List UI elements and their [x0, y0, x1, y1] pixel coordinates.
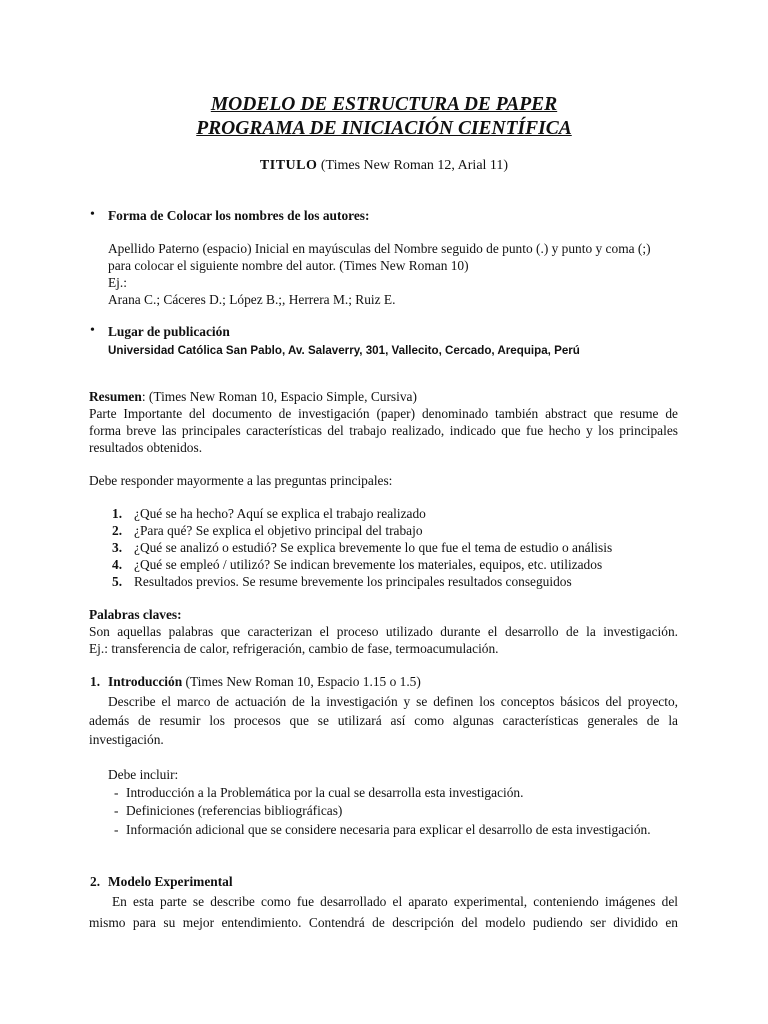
section-number-intro: 1. [90, 674, 101, 689]
bullet-authors: • [90, 207, 95, 222]
intro-line-3: investigación. [89, 732, 164, 747]
keywords-section [89, 606, 678, 657]
abstract-heading-line [89, 388, 678, 405]
document-title-line-1: MODELO DE ESTRUCTURA DE PAPER [210, 94, 558, 115]
bullet-publication: • [90, 323, 95, 338]
experimental-paragraph [89, 891, 678, 933]
intro-include-item: Definiciones (referencias bibliográficas) [126, 803, 343, 818]
intro-heading-line [108, 673, 421, 690]
question-number: 1. [112, 506, 123, 521]
title-format-line [0, 157, 768, 174]
question-number: 3. [112, 540, 123, 555]
publication-address: Universidad Católica San Pablo, Av. Salaverry, 301, Vallecito, Cercado, Arequipa, Perú [108, 344, 580, 357]
intro-line-2: además de resumir los procesos que se utilizará así como algunas características generales de la [89, 713, 678, 728]
abstract-line-2: forma breve las principales características del trabajo realizado, indicado que fue hecho y los principales [89, 423, 678, 438]
question-item: ¿Qué se ha hecho? Aquí se explica el trabajo realizado [134, 506, 426, 521]
section-number-experimental: 2. [90, 874, 101, 889]
questions-intro: Debe responder mayormente a las preguntas principales: [89, 473, 393, 488]
authors-line-2: para colocar el siguiente nombre del autor. (Times New Roman 10) [108, 258, 469, 273]
experimental-heading: Modelo Experimental [108, 874, 233, 889]
authors-instructions [108, 240, 708, 308]
question-item: ¿Para qué? Se explica el objetivo principal del trabajo [134, 523, 423, 538]
document-title-line-2: PROGRAMA DE INICIACIÓN CIENTÍFICA [196, 118, 572, 139]
authors-line-3: Ej.: [108, 275, 127, 290]
publication-heading: Lugar de publicación [108, 324, 230, 339]
question-item: Resultados previos. Se resume brevemente los principales resultados conseguidos [134, 574, 572, 589]
intro-heading: Introducción [108, 674, 183, 689]
intro-include-item: Introducción a la Problemática por la cual se desarrolla esta investigación. [126, 785, 524, 800]
abstract-note: : (Times New Roman 10, Espacio Simple, Cursiva) [141, 389, 417, 404]
title-label: TITULO [259, 158, 318, 173]
intro-note: (Times New Roman 10, Espacio 1.15 o 1.5) [182, 674, 421, 689]
list-dash: - [114, 822, 119, 837]
question-number: 4. [112, 557, 123, 572]
keywords-line-2: Ej.: transferencia de calor, refrigeración, cambio de fase, termoacumulación. [89, 641, 499, 656]
intro-include-item: Información adicional que se considere necesaria para explicar el desarrollo de esta investigación. [126, 822, 651, 837]
list-dash: - [114, 803, 119, 818]
question-item: ¿Qué se analizó o estudió? Se explica brevemente lo que fue el tema de estudio o análisis [134, 540, 613, 555]
keywords-line-1: Son aquellas palabras que caracterizan el proceso utilizado durante el desarrollo de la investigación. [89, 624, 678, 639]
intro-include-label: Debe incluir: [108, 767, 179, 782]
experimental-line-2: mismo para su mejor entendimiento. Contendrá de descripción del modelo pudiendo ser dividido en [89, 915, 678, 930]
abstract-section [89, 388, 678, 456]
question-item: ¿Qué se empleó / utilizó? Se indican brevemente los materiales, equipos, etc. utilizados [134, 557, 603, 572]
experimental-line-1: En esta parte se describe como fue desarrollado el aparato experimental, conteniendo imágenes del [112, 894, 678, 909]
title-format-note: (Times New Roman 12, Arial 11) [317, 158, 509, 173]
intro-line-1: Describe el marco de actuación de la investigación y se definen los conceptos básicos del proyecto, [108, 694, 678, 709]
intro-paragraph [89, 692, 678, 749]
abstract-line-3: resultados obtenidos. [89, 440, 203, 455]
abstract-line-1: Parte Importante del documento de investigación (paper) denominado también abstract que resume de [89, 406, 678, 421]
authors-example: Arana C.; Cáceres D.; López B.;, Herrera M.; Ruiz E. [108, 292, 396, 307]
list-dash: - [114, 785, 119, 800]
authors-heading: Forma de Colocar los nombres de los autores: [108, 208, 370, 223]
keywords-heading: Palabras claves: [89, 607, 182, 622]
authors-line-1: Apellido Paterno (espacio) Inicial en mayúsculas del Nombre seguido de punto (.) y punto y coma (;) [108, 241, 651, 256]
question-number: 5. [112, 574, 123, 589]
question-number: 2. [112, 523, 123, 538]
abstract-label: Resumen [89, 389, 142, 404]
